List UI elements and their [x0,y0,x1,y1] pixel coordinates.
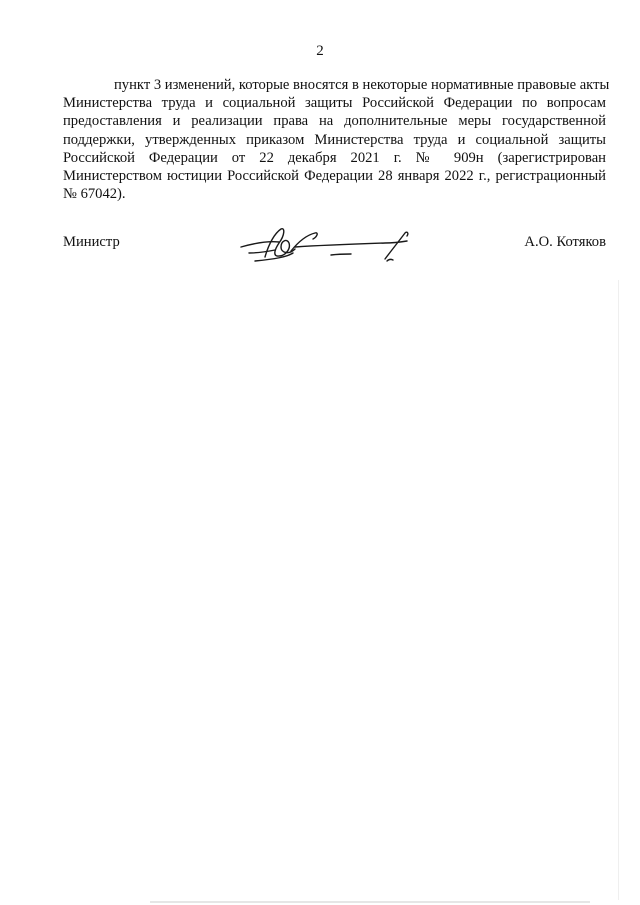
handwritten-signature [235,223,420,267]
body-line: пункт 3 изменений, которые вносятся в некоторые нормативные правовые акты [114,77,610,93]
page-number: 2 [316,43,324,59]
body-paragraph [63,76,610,203]
signer-position: Министр [63,234,120,250]
body-line: № 67042). [63,186,126,203]
signer-name: А.О. Котяков [524,234,606,250]
body-line: Министерством юстиции Российской Федерации 28 января 2022 г., регистрационный [63,168,606,185]
signature-block [63,223,606,273]
scan-edge-mark [150,901,590,903]
scan-edge-mark [618,280,619,900]
body-line: предоставления и реализации права на дополнительные меры государственной [63,113,606,130]
body-line: поддержки, утвержденных приказом Министерства труда и социальной защиты [63,131,606,148]
body-line: Министерства труда и социальной защиты Российской Федерации по вопросам [63,95,606,112]
body-line: Российской Федерации от 22 декабря 2021 г. № 909н (зарегистрирован [63,149,606,166]
